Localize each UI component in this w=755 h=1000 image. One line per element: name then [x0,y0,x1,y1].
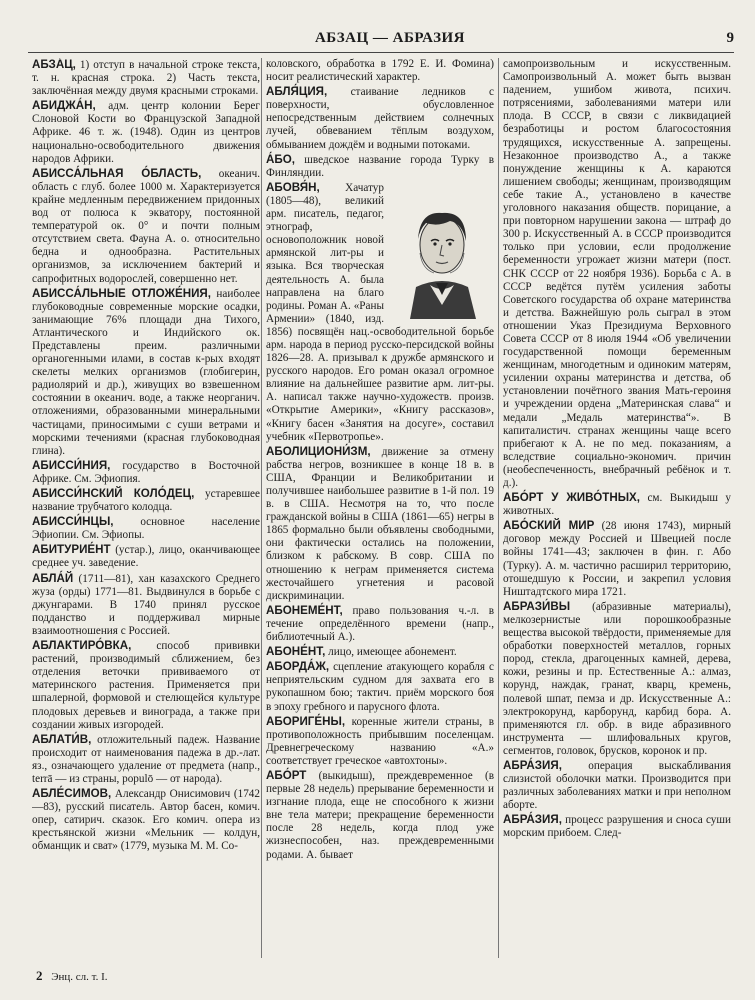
entry [503,759,731,812]
entry-text: коренные жители страны, в противоположность прибывшим поселенцам. Древнегреческому названию «А.» соответствует греческое «автохтоны». [266,715,494,767]
signature-text: Энц. сл. т. I. [51,971,108,983]
entry-text: океанич. область с глуб. более 1000 м. Характеризуется крайне медленным передвижением придонных вод от полюса к экватору, постоянной температурой ок. 0° и почти полным отсутствием света. Фауна А. о. относительно бедна и однообразна. Растительных организмов, за исключением бактерий и сапрофитных водорослей, совершенно нет. [32,167,260,285]
entry [503,600,731,758]
entry [32,787,260,853]
entry-headword: АБЛЕ́СИМОВ, [32,787,112,801]
entry-text: самопроизвольным и искусственным. Самопроизвольный А. может быть вызван падением, ушибом живота, психич. потрясениями, заболеваниями матери или плода. В СССР, в связи с ликвидацией безработицы и ростом благосостояния трудящихся, искусственные А. запрещены. Незаконное производство А., а также понуждение женщины к А. караются лишением свободы; женщинам, производящим себе такие А., установлено в качестве уголовного наказания обществ. порицание, а при повторном нарушении закона — штраф до 300 р. Искусственный А. в СССР производится только при условии, если продолжение беременности угрожает жизни матери (пост. СНК СССР от 22 ноября 1936). Борьба с А. в СССР ведётся путём усиления заботы Советского государства об охране материнства и детства. Важнейшую роль сыграл в этом отношении Указ Президиума Верховного Совета СССР от 8 июля 1944 «Об увеличении государственной помощи беременным женщинам, многодетным и одиноким матерям, усилении охраны материнства и детства, об установлении почётного звания Мать-героиня и учреждении ордена „Материнская слава“ и медали „Медаль материнства“». В капиталистич. странах женщины чаще всего прибегают к А. не по мед. показаниям, а вследствие социально-экономич. причин (необеспеченность, внебрачный ребёнок и т. д.). [503,58,731,489]
running-head: АБЗАЦ — АБРАЗИЯ [314,30,466,46]
entry-headword: АБИТУРИЕ́НТ [32,543,111,557]
entry-text: устаревшее название трубчатого колодца. [32,488,260,514]
entry [266,715,494,768]
entry [32,639,260,732]
entry-text: 1) отступ в начальной строке текста, т. н. красная строка. 2) Часть текста, заключённая между двумя красными строками. [32,59,260,98]
entry-headword: АБО́СКИЙ МИР [503,519,595,533]
entry [503,491,731,518]
entry-headword: АБРАЗИ́ВЫ [503,599,571,613]
page-number: 9 [726,30,734,46]
entry [266,769,494,862]
entry-headword: АБЛА́Й [32,571,74,585]
entry [266,181,494,444]
entry-text: (28 июня 1743), мирный договор между Россией и Швецией после войны 1741—43; заключен в фин. г. Або (Турку). А. м. частично расширил территорию, отошедшую к России, и закрепил условия Ништадтского мира 1721. [503,520,731,598]
entry [32,287,260,458]
entry-headword: АБО́РТ У ЖИВО́ТНЫХ, [503,491,640,505]
entry-headword: АБОРИГЕ́НЫ, [266,714,346,728]
entry [32,487,260,514]
entry-text: (абразивные материалы), мелкозернистые или порошкообразные вещества высокой твёрдости, применяемые для обработки поверхностей металлов, горных пород, стекла, драгоценных камней, дерева, кожи, резины и пр. Естественные А.: алмаз, корунд, наждак, гранат, кварц, кремень, полевой шпат, пемза и др. Искусственные А.: электрокорунд, карборунд, карбид бора. А. применяются гл. обр. в виде абразивного инструмента — шлифовальных кругов, сегментов, головок, брусков, коронок и пр. [503,600,731,757]
abovyan-portrait [390,183,494,319]
entry-text: (1711—81), хан казахского Среднего жуза (орды) 1771—81. Выдвинулся в борьбе с джунгарами. В 1740 принял русское подданство и поддерживал мирные взаимоотношения с Россией. [32,572,260,637]
entry-headword: АБИССИ́НСКИЙ КОЛО́ДЕЦ, [32,487,195,500]
entry-headword: АБИДЖА́Н, [32,99,96,113]
entry [503,813,731,840]
signature-footer [36,968,108,984]
entry-text: стаивание ледников с поверхности, обусловленное непосредственным действием солнечных лучей, обвеванием тёплым воздухом, обмыванием дождём и водными потоками. [266,86,494,151]
column-3 [503,58,731,963]
entry-text: (устар.), лицо, оканчивающее среднее уч. заведение. [32,544,260,570]
entry-headword: АБОВЯ́Н, [266,180,320,194]
column-2 [266,58,494,963]
entry [32,733,260,786]
entry-headword: АБОРДА́Ж, [266,660,330,674]
entry [266,85,494,151]
entry [32,167,260,286]
entry-text: наиболее глубоководные современные морские осадки, занимающие 76% площади дна Тихого, Атлантического и Индийского ок. Представлены преим. различными органогенными илами, в состав к-рых входят скелеты мелких организмов (глобигерин, радиолярий и др.), живущих во взвешенном состоянии в океанич. воде, а также неорганич. отложениями, образованными минеральными частицами, приносимыми с суши ветрами и морскими течениями (красная глубоководная глина). [32,287,260,457]
entry-text: адм. центр колонии Берег Слоновой Кости во Французской Западной Африке. 46 т. ж. (1948). Один из центров национально-освободительного движения народов Африки. [32,100,260,165]
entry-text: см. Выкидыш у животных. [503,492,731,518]
entry-text: операция выскабливания слизистой оболочки матки. Производится при различных заболеваниях матки и при неполном аборте. [503,759,731,812]
entry-continuation [266,58,494,84]
entry-headword: АБИССИ́НЦЫ, [32,515,114,529]
entry [266,445,494,603]
entry-headword: АБИССА́ЛЬНЫЕ ОТЛОЖЕ́НИЯ, [32,286,211,300]
entry-headword: АБО́РТ [266,768,307,782]
entry-headword: АБОНЕМЕ́НТ, [266,603,343,617]
entry [32,58,260,98]
column-divider [261,58,262,958]
entry [32,572,260,638]
column-1 [32,58,260,963]
entry [266,660,494,713]
header-rule [28,52,734,53]
entry-headword: АБОЛИЦИОНИ́ЗМ, [266,444,371,458]
entry [503,519,731,599]
entry-text: коловского, обработка в 1792 Е. И. Фомина) носит реалистический характер. [266,58,494,84]
entry-headword: АБЛАТИ́В, [32,732,92,746]
entry [32,543,260,570]
entry-text: шведское название города Турку в Финляндии. [266,153,494,179]
entry-text: движение за отмену рабства негров, возникшее в конце 18 в. в США, Франции и Великобритании и получившее наибольшее развитие в 1-й пол. 19 в. в США. Несмотря на то, что после гражданской войны в США (1861—65) негры в 1865 формально были объявлены свободными, они фактически остались на положении, близком к рабскому. В совр. США по отношению к неграм применяется система жесточайшего угнетения и расовой дискриминации. [266,445,494,602]
entry-headword: А́БО, [266,152,295,166]
entry-text: основное население Эфиопии. См. Эфиопы. [32,516,260,542]
entry [32,99,260,165]
entry-text: государство в Восточной Африке. См. Эфиопия. [32,459,260,485]
entry-text: Хачатур (1805—48), великий арм. писатель, педагог, этнограф, основоположник новой армянской лит-ры и языка. Вся творческая деятельность А. была направлена на благо родины. Роман А. «Раны Армении» (1840, изд. 1856) посвящён нац.-освободительной борьбе арм. народа в период русско-персидской войны 1826—28. А. призывал к дружбе армянского и русского народов. Его роман оказал огромное влияние на дальнейшее развитие арм. лит-ры. А. написал также научно-художеств. произв. «Открытие Америки», «Книгу рассказов», «Книгу басен «Занятия на досуге», составил учебник «Первотропье». [266,181,494,443]
entry-headword: АБЛЯ́ЦИЯ, [266,85,328,99]
entry-text: сцепление атакующего корабля с неприятельским судном для захвата его в рукопашном бою; тактич. приём морского боя в эпоху гребного и парусного флота. [266,661,494,713]
entry-text: способ прививки растений, производимый сближением, без отделения веточки прививаемого от материнского растения. Применяется при шпалерной, формовой и стелющейся культуре плодовых деревьев и винограда, а также при создании живых изгородей. [32,640,260,731]
entry [266,153,494,180]
entry-text: лицо, имеющее абонемент. [325,646,457,659]
entry-headword: АБРА́ЗИЯ, [503,813,562,827]
entry-headword: АБЗА́Ц, [32,58,76,71]
entry-headword: АБЛАКТИРО́ВКА, [32,639,132,653]
entry [266,645,494,659]
entry [266,604,494,644]
entry-headword: АБОНЕ́НТ, [266,645,326,659]
entry-text: отложительный падеж. Название происходит от наименования падежа в др.-лат. яз., означающего удаление от предмета (напр., terrā — из страны, populō — от народа). [32,733,260,785]
column-divider [498,58,499,958]
entry-headword: АБРА́ЗИЯ, [503,758,562,772]
entry-headword: АБИССИ́НИЯ, [32,458,111,472]
entry-continuation [503,58,731,490]
entry-text: Александр Онисимович (1742—83), русский писатель. Автор басен, комич. опер, сатирич. сказок. Его комич. опера из крестьянской жизни «Мельник — колдун, обманщик и сват» (1779, музыка М. М. Со- [32,788,260,853]
entry-text: процесс разрушения и сноса суши морским прибоем. След- [503,814,731,840]
signature-number: 2 [36,968,43,983]
entry-text: право пользования ч.-л. в течение определённого времени (напр., библиотечный А.). [266,604,494,644]
entry-text: (выкидыш), преждевременное (в первые 28 недель) прерывание беременности и изгнание плода, еще не способного к жизни вне тела матери; прекращение беременности после 28 недель, когда плод уже жизнеспособен, наз. преждевременными родами. А. бывает [266,769,494,861]
entry [32,459,260,486]
entry-headword: АБИССА́ЛЬНАЯ О́БЛАСТЬ, [32,166,202,180]
entry [32,515,260,542]
